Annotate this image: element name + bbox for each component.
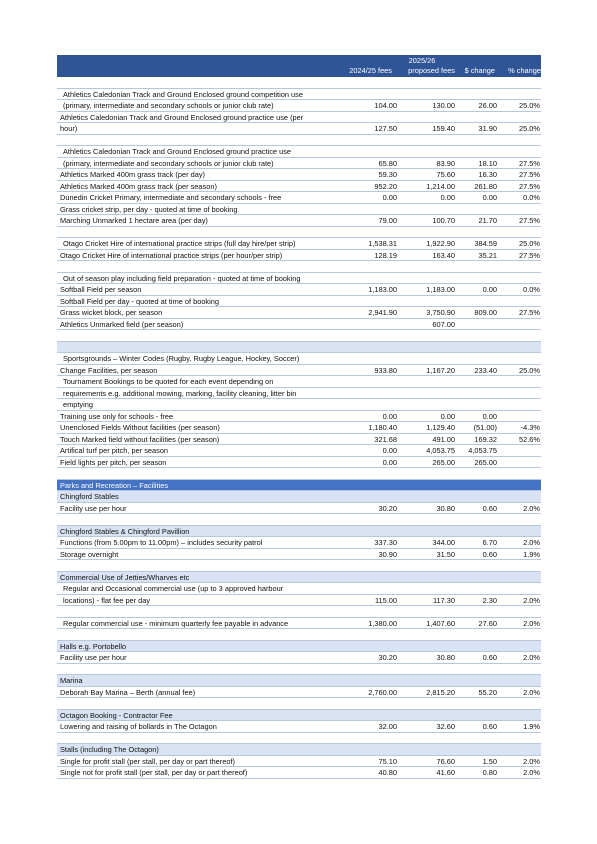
dollar-change-cell: 4,053.75 [468, 446, 497, 455]
spacer-row [57, 733, 541, 745]
fee-proposed-cell: 265.00 [432, 457, 455, 467]
fee-proposed-cell: 4,053.75 [426, 446, 455, 455]
table-row [57, 250, 541, 262]
fee-2024-cell: 952.20 [374, 181, 397, 191]
dollar-change-cell: 18.10 [478, 158, 497, 168]
group-heading [57, 710, 541, 722]
fee-proposed-cell: 491.00 [432, 434, 455, 444]
dollar-change-cell: 0.60 [482, 722, 497, 731]
table-row [57, 319, 541, 331]
group-title: Chingford Stables & Chingford Pavillion [60, 526, 190, 536]
fee-proposed-cell: 163.40 [432, 250, 455, 260]
row-description: Change Facilities, per season [60, 365, 158, 375]
fee-proposed-cell: 2,815.20 [426, 687, 455, 697]
table-row [57, 767, 541, 779]
table-row [57, 549, 541, 561]
fee-proposed-cell: 1,183.00 [426, 285, 455, 294]
table-row [57, 112, 541, 124]
fee-table [57, 55, 541, 779]
dollar-change-cell: 16.30 [478, 170, 497, 179]
table-row [57, 388, 541, 400]
group-heading [57, 491, 541, 503]
row-description: Grass wicket block, per season [60, 308, 163, 317]
dollar-change-cell: 2.30 [482, 595, 497, 605]
fee-proposed-cell: 130.00 [432, 101, 455, 110]
fee-proposed-cell: 30.80 [436, 503, 455, 513]
table-row [57, 457, 541, 469]
col-percent-change-header: % change [508, 66, 541, 75]
table-row [57, 238, 541, 250]
dollar-change-cell: 0.60 [482, 653, 497, 662]
row-description: Lowering and raising of bollards in The Octagon [60, 722, 217, 731]
row-description: hour) [60, 124, 78, 133]
fee-proposed-cell: 344.00 [432, 538, 455, 547]
table-row [57, 618, 541, 630]
row-description: Otago Cricket Hire of international practice strips (full day hire/per strip) [63, 239, 296, 248]
percent-change-cell: 2.0% [523, 768, 540, 777]
table-row [57, 721, 541, 733]
table-row [57, 146, 541, 158]
fee-proposed-cell: 75.60 [436, 170, 455, 179]
table-header [57, 55, 541, 77]
fee-proposed-cell: 0.00 [440, 411, 455, 421]
table-row [57, 284, 541, 296]
fee-proposed-cell: 1,922.90 [426, 239, 455, 248]
row-description: Otago Cricket Hire of international practice strips (per hour/per strip) [60, 250, 283, 260]
percent-change-cell: 0.0% [523, 193, 540, 202]
fee-2024-cell: 115.00 [374, 595, 397, 605]
fee-2024-cell: 2,941.90 [368, 308, 397, 317]
row-description: Regular and Occasional commercial use (up to 3 approved harbour [63, 584, 284, 593]
row-description: Functions (from 5.00pm to 11.00pm) – includes security patrol [60, 538, 263, 547]
fee-2024-cell: 32.00 [378, 722, 397, 731]
spacer-row [57, 468, 541, 480]
fee-2024-cell: 321.68 [374, 434, 397, 444]
fee-proposed-cell: 100.70 [432, 216, 455, 225]
col-2024-fees-header: 2024/25 fees [349, 66, 392, 75]
fee-2024-cell: 0.00 [382, 193, 397, 202]
table-row [57, 123, 541, 135]
row-description: Softball Field per season [60, 285, 142, 294]
dollar-change-cell: 384.59 [474, 239, 497, 248]
spacer-row [57, 629, 541, 641]
row-description: (primary, intermediate and secondary schools or junior club rate) [63, 158, 274, 168]
row-description: Athletics Marked 400m grass track (per day) [60, 170, 205, 179]
fee-2024-cell: 0.00 [382, 446, 397, 455]
dollar-change-cell: 0.60 [482, 503, 497, 513]
table-row [57, 503, 541, 515]
dollar-change-cell: 233.40 [474, 365, 497, 375]
percent-change-cell: 25.0% [519, 365, 540, 375]
table-row [57, 181, 541, 193]
row-description: requirements e.g. additional mowing, marking, facility cleaning, litter bin [63, 388, 297, 398]
table-row [57, 307, 541, 319]
fee-proposed-cell: 83.90 [436, 158, 455, 168]
fee-proposed-cell: 117.30 [432, 595, 455, 605]
dollar-change-cell: 261.80 [474, 181, 497, 191]
fee-2024-cell: 1,183.00 [368, 285, 397, 294]
section-heading-parks [57, 480, 541, 492]
fee-2024-cell: 128.19 [374, 250, 397, 260]
group-heading [57, 744, 541, 756]
fee-proposed-cell: 76.60 [436, 756, 455, 766]
group-title: Marina [60, 676, 83, 685]
group-title: Stalls (including The Octagon) [60, 745, 159, 754]
fee-proposed-cell: 159.40 [432, 124, 455, 133]
percent-change-cell: 1.9% [523, 549, 540, 559]
spacer-row [57, 698, 541, 710]
percent-change-cell: 2.0% [523, 595, 540, 605]
fee-proposed-cell: 1,167.20 [426, 365, 455, 375]
fee-proposed-cell: 1,214.00 [426, 181, 455, 191]
group-title: Halls e.g. Portobello [60, 641, 127, 651]
percent-change-cell: 2.0% [523, 653, 540, 662]
percent-change-cell: 2.0% [523, 503, 540, 513]
percent-change-cell: 27.5% [519, 308, 540, 317]
table-row [57, 296, 541, 308]
spacer-row [57, 664, 541, 676]
row-description: Field lights per pitch, per season [60, 457, 167, 467]
table-row [57, 399, 541, 411]
percent-change-cell: 27.5% [519, 250, 540, 260]
row-description: Storage overnight [60, 549, 119, 559]
fee-proposed-cell: 0.00 [440, 193, 455, 202]
table-row [57, 756, 541, 768]
fee-2024-cell: 40.80 [378, 768, 397, 777]
spacer-row [57, 560, 541, 572]
dollar-change-cell: (51.00) [473, 423, 497, 432]
fee-2024-cell: 104.00 [374, 101, 397, 110]
row-description: Tournament Bookings to be quoted for each event depending on [63, 377, 274, 386]
section-title: Sportsgrounds – Winter Codes (Rugby, Rugby League, Hockey, Soccer) [63, 354, 300, 363]
dollar-change-cell: 0.60 [482, 549, 497, 559]
fee-2024-cell: 75.10 [378, 756, 397, 766]
row-description: Athletics Unmarked field (per season) [60, 319, 184, 329]
table-row [57, 606, 541, 618]
percent-change-cell: 25.0% [519, 101, 540, 110]
row-description: emptying [63, 400, 93, 409]
row-description: Out of season play including field preparation - quoted at time of booking [63, 273, 301, 283]
fee-2024-cell: 0.00 [382, 457, 397, 467]
percent-change-cell: 25.0% [519, 239, 540, 248]
row-description: Facility use per hour [60, 653, 127, 662]
dollar-change-cell: 0.80 [482, 768, 497, 777]
fee-proposed-cell: 41.60 [436, 768, 455, 777]
table-row [57, 192, 541, 204]
table-body [57, 77, 541, 779]
group-title: Octagon Booking - Contractor Fee [60, 710, 173, 720]
dollar-change-cell: 809.00 [474, 308, 497, 317]
table-row [57, 77, 541, 89]
dollar-change-cell: 6.70 [482, 538, 497, 547]
dollar-change-cell: 26.00 [478, 101, 497, 110]
dollar-change-cell: 21.70 [478, 216, 497, 225]
percent-change-cell: 27.5% [519, 216, 540, 225]
fee-2024-cell: 30.20 [378, 503, 397, 513]
col-dollar-change-header: $ change [464, 66, 495, 75]
percent-change-cell: 27.5% [519, 181, 540, 191]
row-description: Marching Unmarked 1 hectare area (per day) [60, 216, 208, 225]
table-row [57, 273, 541, 285]
row-description: Athletics Caledonian Track and Ground Enclosed ground practice use [63, 147, 292, 156]
row-description: Facility use per hour [60, 503, 127, 513]
row-description: Unenclosed Fields Without facilities (per season) [60, 423, 220, 432]
row-description: Softball Field per day - quoted at time of booking [60, 296, 219, 306]
percent-change-cell: 52.6% [519, 434, 540, 444]
table-row [57, 422, 541, 434]
dollar-change-cell: 27.60 [478, 618, 497, 628]
row-description: Athletics Caledonian Track and Ground Enclosed ground competition use [63, 89, 303, 99]
table-row [57, 227, 541, 239]
group-heading [57, 572, 541, 584]
percent-change-cell: 2.0% [523, 538, 540, 547]
group-title: Chingford Stables [60, 492, 119, 501]
dollar-change-cell: 1.50 [482, 756, 497, 766]
row-description: Single for profit stall (per stall, per day or part thereof) [60, 756, 235, 766]
row-description: Single not for profit stall (per stall, per day or part thereof) [60, 768, 248, 777]
fee-2024-cell: 933.80 [374, 365, 397, 375]
fee-proposed-cell: 1,407.60 [426, 618, 455, 628]
dollar-change-cell: 169.32 [474, 434, 497, 444]
dollar-change-cell: 0.00 [482, 193, 497, 202]
group-heading [57, 675, 541, 687]
table-row [57, 135, 541, 147]
col-proposed-fees-header: proposed fees [408, 66, 455, 75]
dollar-change-cell: 0.00 [482, 411, 497, 421]
percent-change-cell: 27.5% [519, 170, 540, 179]
section-heading-winter [57, 353, 541, 365]
table-row [57, 158, 541, 170]
percent-change-cell: -4.3% [520, 423, 540, 432]
dollar-change-cell: 55.20 [478, 687, 497, 697]
table-row [57, 376, 541, 388]
dollar-change-cell: 265.00 [474, 457, 497, 467]
table-row [57, 652, 541, 664]
row-description: Training use only for schools - free [60, 411, 174, 421]
row-description: Athletics Caledonian Track and Ground Enclosed ground practice use (per [60, 112, 304, 122]
table-row [57, 445, 541, 457]
table-row [57, 537, 541, 549]
row-description: Dunedin Cricket Primary, intermediate and secondary schools - free [60, 193, 282, 202]
fee-2024-cell: 127.50 [374, 124, 397, 133]
fee-2024-cell: 0.00 [382, 411, 397, 421]
table-row [57, 204, 541, 216]
percent-change-cell: 0.0% [523, 285, 540, 294]
row-description: Artifical turf per pitch, per season [60, 446, 169, 455]
fee-proposed-cell: 31.50 [436, 549, 455, 559]
table-row [57, 595, 541, 607]
year-group-label: 2025/26 [408, 56, 436, 65]
table-row [57, 434, 541, 446]
fee-proposed-cell: 30.80 [436, 653, 455, 662]
table-row [57, 169, 541, 181]
row-description: Regular commercial use - minimum quarterly fee payable in advance [63, 618, 289, 628]
fee-proposed-cell: 607.00 [432, 319, 455, 329]
table-row [57, 89, 541, 101]
row-description: Deborah Bay Marina – Berth (annual fee) [60, 687, 196, 697]
fee-2024-cell: 1,380.00 [368, 618, 397, 628]
row-description: (primary, intermediate and secondary schools or junior club rate) [63, 101, 274, 110]
spacer-row [57, 330, 541, 342]
fee-2024-cell: 65.80 [378, 158, 397, 168]
table-row [57, 100, 541, 112]
percent-change-cell: 25.0% [519, 124, 540, 133]
fee-proposed-cell: 1,129.40 [426, 423, 455, 432]
dollar-change-cell: 35.21 [478, 250, 497, 260]
table-row [57, 365, 541, 377]
fee-2024-cell: 337.30 [374, 538, 397, 547]
table-row [57, 215, 541, 227]
fee-2024-cell: 2,760.00 [368, 687, 397, 697]
percent-change-cell: 2.0% [523, 756, 540, 766]
row-description: locations) - flat fee per day [63, 595, 151, 605]
fee-2024-cell: 30.90 [378, 549, 397, 559]
table-row [57, 411, 541, 423]
fee-2024-cell: 1,180.40 [368, 423, 397, 432]
fee-2024-cell: 1,538.31 [368, 239, 397, 248]
group-title: Commercial Use of Jetties/Wharves etc [60, 572, 190, 582]
table-row [57, 687, 541, 699]
row-description: Grass cricket strip, per day - quoted at time of booking [60, 204, 238, 214]
percent-change-cell: 27.5% [519, 158, 540, 168]
group-heading [57, 526, 541, 538]
dollar-change-cell: 31.90 [478, 124, 497, 133]
fee-proposed-cell: 32.60 [436, 722, 455, 731]
dollar-change-cell: 0.00 [482, 285, 497, 294]
section-title: Parks and Recreation – Facilities [60, 480, 169, 490]
fee-proposed-cell: 3,750.90 [426, 308, 455, 317]
spacer-row [57, 514, 541, 526]
row-description: Touch Marked field without facilities (per season) [60, 434, 220, 444]
group-heading [57, 641, 541, 653]
table-row [57, 261, 541, 273]
fee-2024-cell: 59.30 [378, 170, 397, 179]
row-description: Athletics Marked 400m grass track (per season) [60, 181, 217, 191]
percent-change-cell: 2.0% [523, 687, 540, 697]
percent-change-cell: 2.0% [523, 618, 540, 628]
fee-2024-cell: 79.00 [378, 216, 397, 225]
fee-2024-cell: 30.20 [378, 653, 397, 662]
table-row [57, 583, 541, 595]
percent-change-cell: 1.9% [523, 722, 540, 731]
spacer-row [57, 342, 541, 354]
